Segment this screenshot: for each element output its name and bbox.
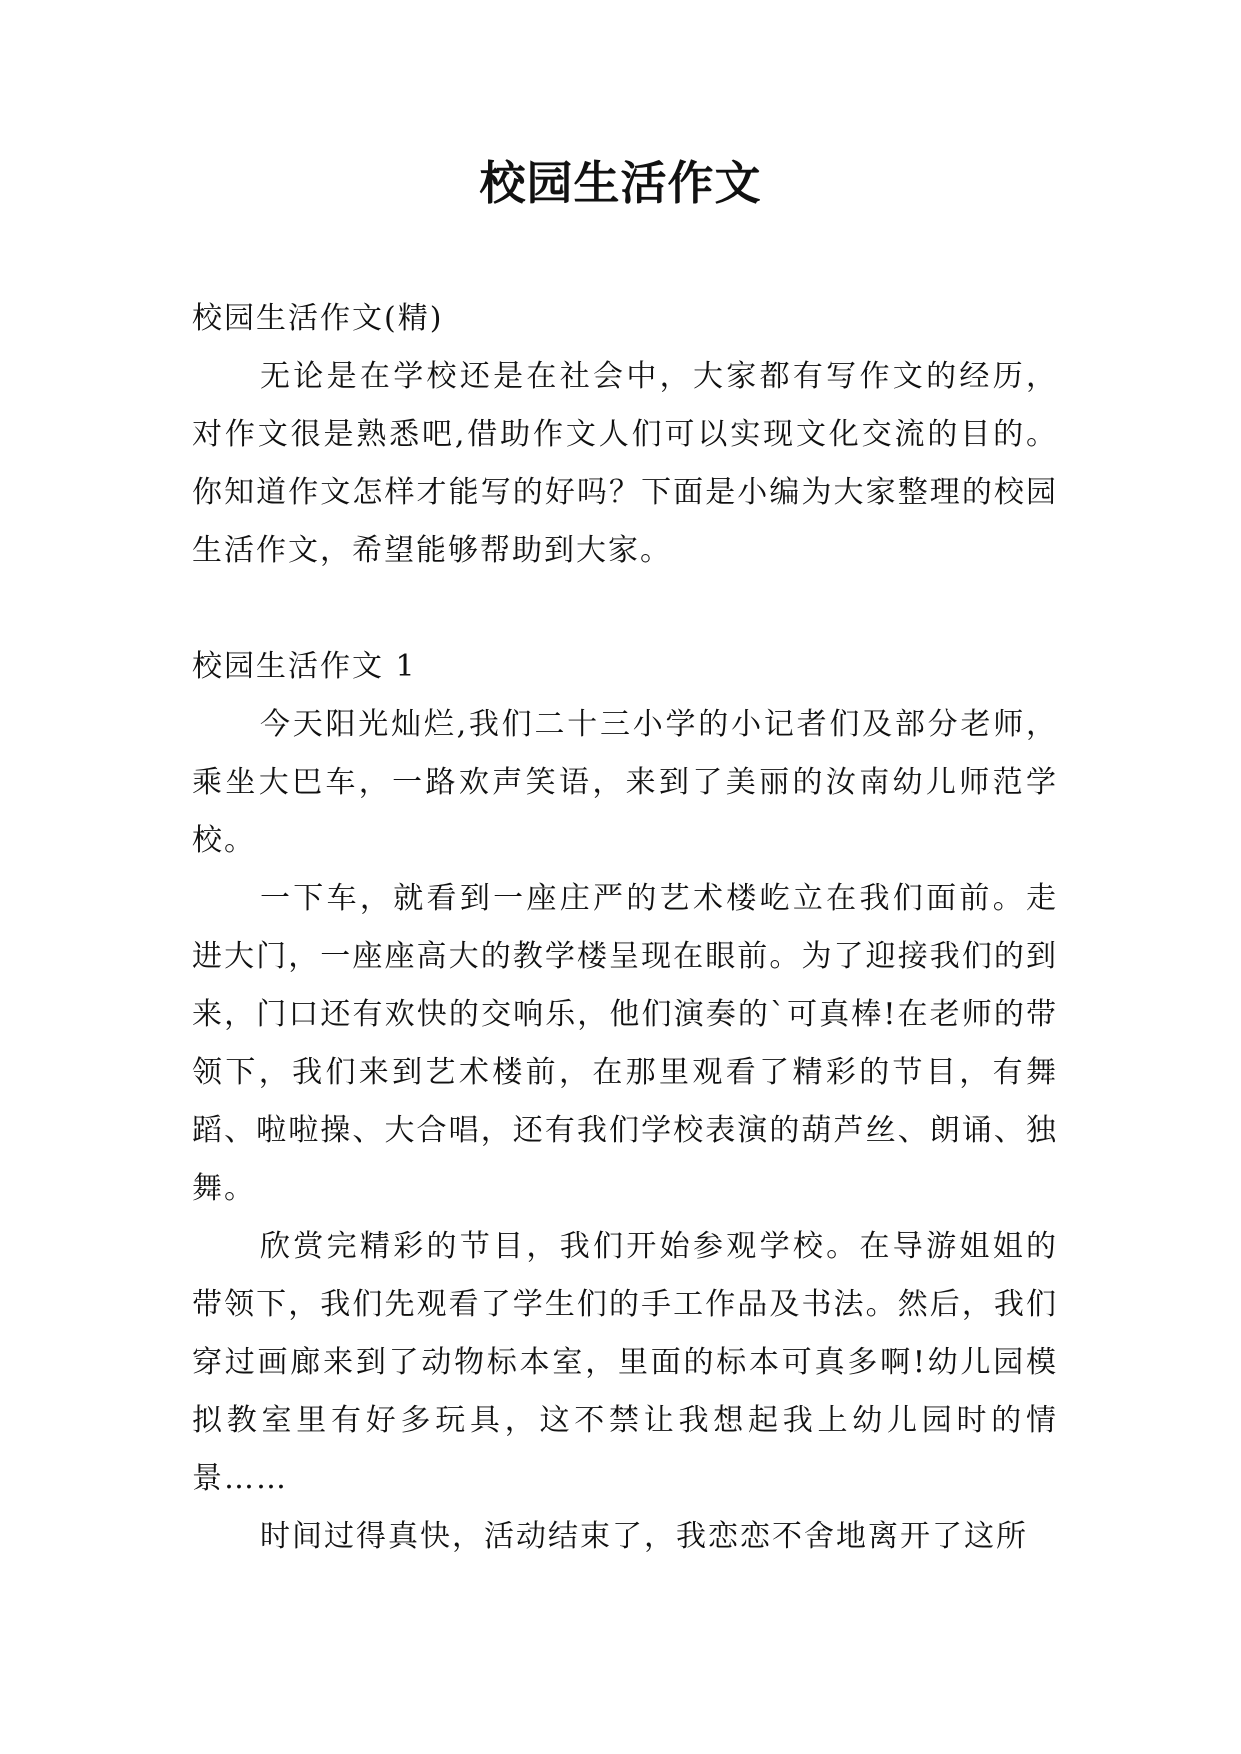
intro-heading: 校园生活作文(精) bbox=[192, 301, 444, 336]
essay-paragraph-1: 今天阳光灿烂,我们二十三小学的小记者们及部分老师，乘坐大巴车，一路欢声笑语，来到了美丽的汝南幼儿师范学校。 bbox=[192, 707, 1058, 858]
essay-heading: 校园生活作文 1 bbox=[192, 649, 417, 684]
essay-paragraph-2: 一下车，就看到一座庄严的艺术楼屹立在我们面前。走进大门，一座座高大的教学楼呈现在眼前。为了迎接我们的到来，门口还有欢快的交响乐，他们演奏的`可真棒!在老师的带领下，我们来到艺术楼前，在那里观看了精彩的节目，有舞蹈、啦啦操、大合唱，还有我们学校表演的葫芦丝、朗诵、独舞。 bbox=[192, 881, 1058, 1206]
document-body bbox=[192, 290, 1058, 1566]
document-title: 校园生活作文 bbox=[479, 156, 762, 210]
essay-paragraph-4: 时间过得真快，活动结束了，我恋恋不舍地离开了这所 bbox=[260, 1519, 1028, 1554]
section-gap bbox=[192, 580, 1058, 638]
essay-paragraph-3: 欣赏完精彩的节目，我们开始参观学校。在导游姐姐的带领下，我们先观看了学生们的手工作品及书法。然后，我们穿过画廊来到了动物标本室，里面的标本可真多啊!幼儿园模拟教室里有好多玩具，这不禁让我想起我上幼儿园时的情景…… bbox=[192, 1229, 1058, 1496]
intro-paragraph: 无论是在学校还是在社会中，大家都有写作文的经历，对作文很是熟悉吧,借助作文人们可以实现文化交流的目的。你知道作文怎样才能写的好吗？下面是小编为大家整理的校园生活作文，希望能够帮助到大家。 bbox=[192, 359, 1058, 568]
